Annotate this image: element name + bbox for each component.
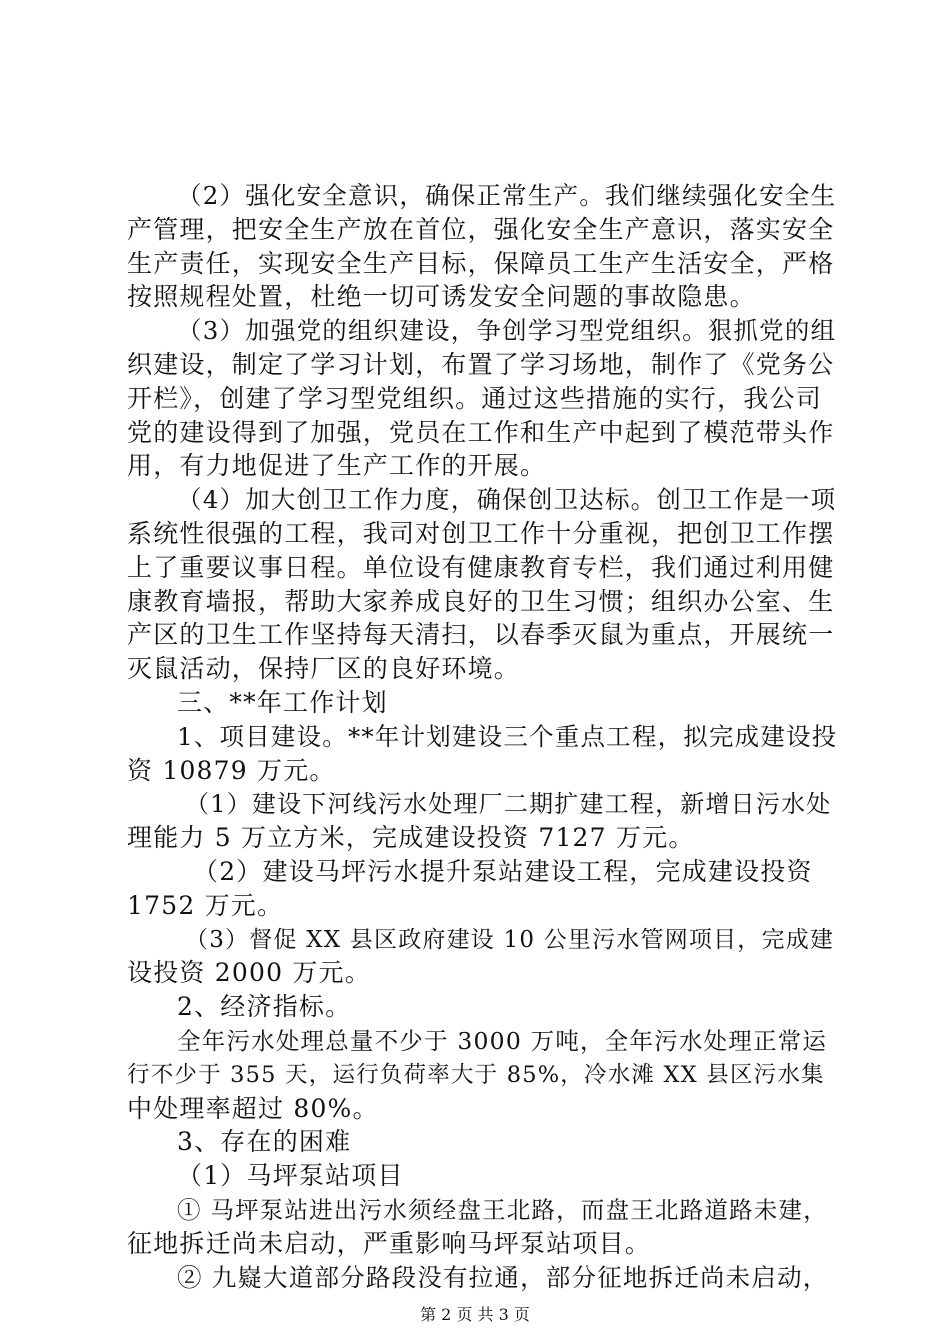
text-line: 征地拆迁尚未启动，严重影响马坪泵站项目。 [127,1229,652,1258]
text-line: 资 10879 万元。 [127,756,336,785]
text-line: 康教育墙报，帮助大家养成良好的卫生习惯；组织办公室、生 [127,587,835,616]
text-line: 2、经济指标。 [177,992,352,1021]
section-heading: 三、**年工作计划 [177,688,388,717]
text-line: ② 九嶷大道部分路段没有拉通，部分征地拆迁尚未启动， [177,1263,829,1292]
text-line: （4）加大创卫工作力度，确保创卫达标。创卫工作是一项 [177,485,837,514]
text-line: ① 马坪泵站进出污水须经盘王北路，而盘王北路道路未建， [177,1196,828,1224]
text-line: （3）加强党的组织建设，争创学习型党组织。狠抓党的组 [177,316,837,345]
text-line: 全年污水处理总量不少于 3000 万吨，全年污水处理正常运 [177,1027,828,1055]
text-line: 理能力 5 万立方米，完成建设投资 7127 万元。 [127,823,695,852]
text-line: （2）强化安全意识，确保正常生产。我们继续强化安全生 [177,181,837,210]
text-line: 产管理，把安全生产放在首位，强化安全生产意识，落实安全 [127,215,835,244]
text-line: （1）马坪泵站项目 [177,1161,404,1190]
page-number: 第 2 页 共 3 页 [420,1305,530,1324]
text-line: 产区的卫生工作坚持每天清扫，以春季灭鼠为重点，开展统一 [127,620,835,649]
text-line: 织建设，制定了学习计划，布置了学习场地，制作了《党务公 [127,350,835,379]
text-line: （3）督促 XX 县区政府建设 10 公里污水管网项目，完成建 [185,927,835,953]
text-line: 灭鼠活动，保持厂区的良好环境。 [127,654,521,683]
text-line: 用，有力地促进了生产工作的开展。 [127,451,547,480]
text-line: 3、存在的困难 [177,1127,352,1156]
text-line: 开栏》，创建了学习型党组织。通过这些措施的实行，我公司 [127,384,822,413]
text-line: （1）建设下河线污水处理厂二期扩建工程，新增日污水处 [185,790,832,818]
text-line: 设投资 2000 万元。 [127,958,371,987]
text-line: 系统性很强的工程，我司对创卫工作十分重视，把创卫工作摆 [127,519,835,548]
text-line: 1、项目建设。**年计划建设三个重点工程，拟完成建设投 [177,722,838,751]
text-line: 1752 万元。 [127,891,284,920]
text-line: 党的建设得到了加强，党员在工作和生产中起到了模范带头作 [127,418,835,447]
text-line: 上了重要议事日程。单位设有健康教育专栏，我们通过利用健 [127,553,835,582]
text-line: 按照规程处置，杜绝一切可诱发安全问题的事故隐患。 [127,282,756,311]
text-line: 生产责任，实现安全生产目标，保障员工生产生活安全，严格 [127,249,835,278]
text-line: 行不少于 355 天，运行负荷率大于 85%，冷水滩 XX 县区污水集 [127,1062,825,1088]
text-line: （2）建设马坪污水提升泵站建设工程，完成建设投资 [193,857,813,886]
text-line: 中处理率超过 80%。 [127,1094,379,1123]
